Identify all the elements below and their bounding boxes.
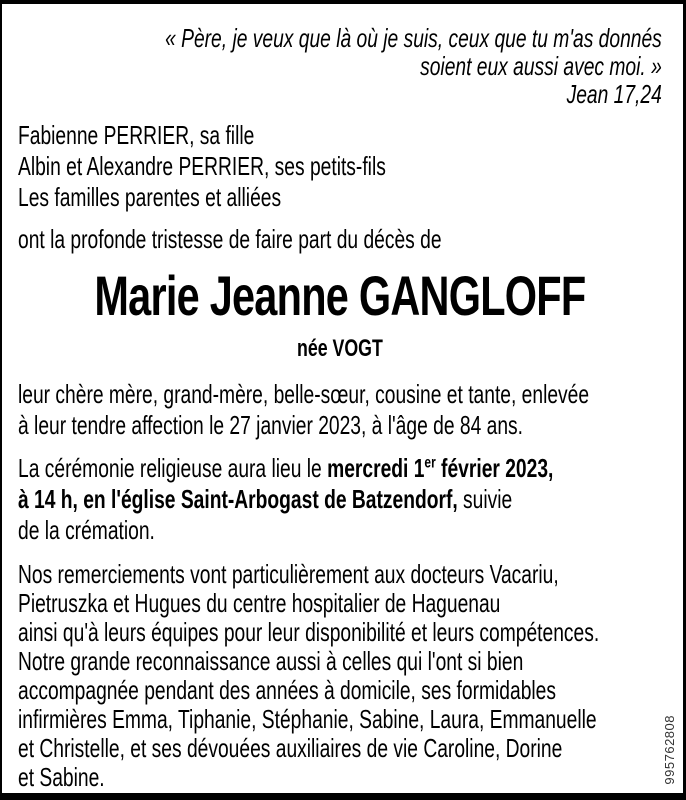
scripture-quote — [18, 24, 662, 108]
ceremony-line: de la crémation. — [18, 515, 155, 545]
announcement-text: ont la profonde tristesse de faire part du décès de — [18, 224, 442, 254]
ceremony-line — [18, 453, 662, 484]
thanks-line: Pietruszka et Hugues du centre hospitalier de Haguenau — [18, 588, 501, 618]
thanks-line: Nos remerciements vont particulièrement aux docteurs Vacariu, — [18, 559, 559, 589]
ceremony-details — [18, 453, 662, 546]
passing-details — [18, 379, 662, 441]
deceased-name: Marie Jeanne GANGLOFF — [94, 264, 586, 327]
ceremony-followup: suivie — [457, 484, 513, 514]
reference-number: 995762808 — [662, 715, 677, 785]
thanks-line: ainsi qu'à leurs équipes pour leur disponibilité et leurs compétences. — [18, 617, 600, 647]
family-member-line: Albin et Alexandre PERRIER, ses petits-fils — [18, 151, 386, 181]
thanks-line: Notre grande reconnaissance aussi à celles qui l'ont si bien — [18, 646, 524, 676]
family-member-line: Les familles parentes et alliées — [18, 182, 282, 212]
thanks-line: infirmières Emma, Tiphanie, Stéphanie, Sabine, Laura, Emmanuelle — [18, 704, 597, 734]
ceremony-date: mercredi 1er février 2023, — [327, 453, 554, 483]
thanks-line: accompagnée pendant des années à domicile, ses formidables — [18, 675, 556, 705]
ceremony-intro: La cérémonie religieuse aura lieu le — [18, 453, 328, 483]
family-member-line: Fabienne PERRIER, sa fille — [18, 120, 255, 150]
passing-line: à leur tendre affection le 27 janvier 2023, à l'âge de 84 ans. — [18, 410, 523, 440]
thanks-paragraph — [18, 560, 662, 792]
thanks-line: et Christelle, et ses dévouées auxiliaires de vie Caroline, Dorine — [18, 733, 563, 763]
ceremony-place: à 14 h, en l'église Saint-Arbogast de Batzendorf, — [18, 484, 458, 514]
quote-line: « Père, je veux que là où je suis, ceux que tu m'as donnés — [165, 23, 662, 53]
thanks-line: et Sabine. — [18, 762, 105, 792]
ordinal-superscript: er — [424, 453, 436, 472]
ceremony-line — [18, 484, 662, 515]
quote-line: soient eux aussi avec moi. » — [420, 51, 662, 81]
passing-line: leur chère mère, grand-mère, belle-sœur, cousine et tante, enlevée — [18, 379, 590, 409]
quote-attribution: Jean 17,24 — [566, 79, 662, 109]
maiden-name: née VOGT — [296, 335, 383, 362]
family-list — [18, 120, 662, 213]
obituary-content — [18, 24, 662, 792]
